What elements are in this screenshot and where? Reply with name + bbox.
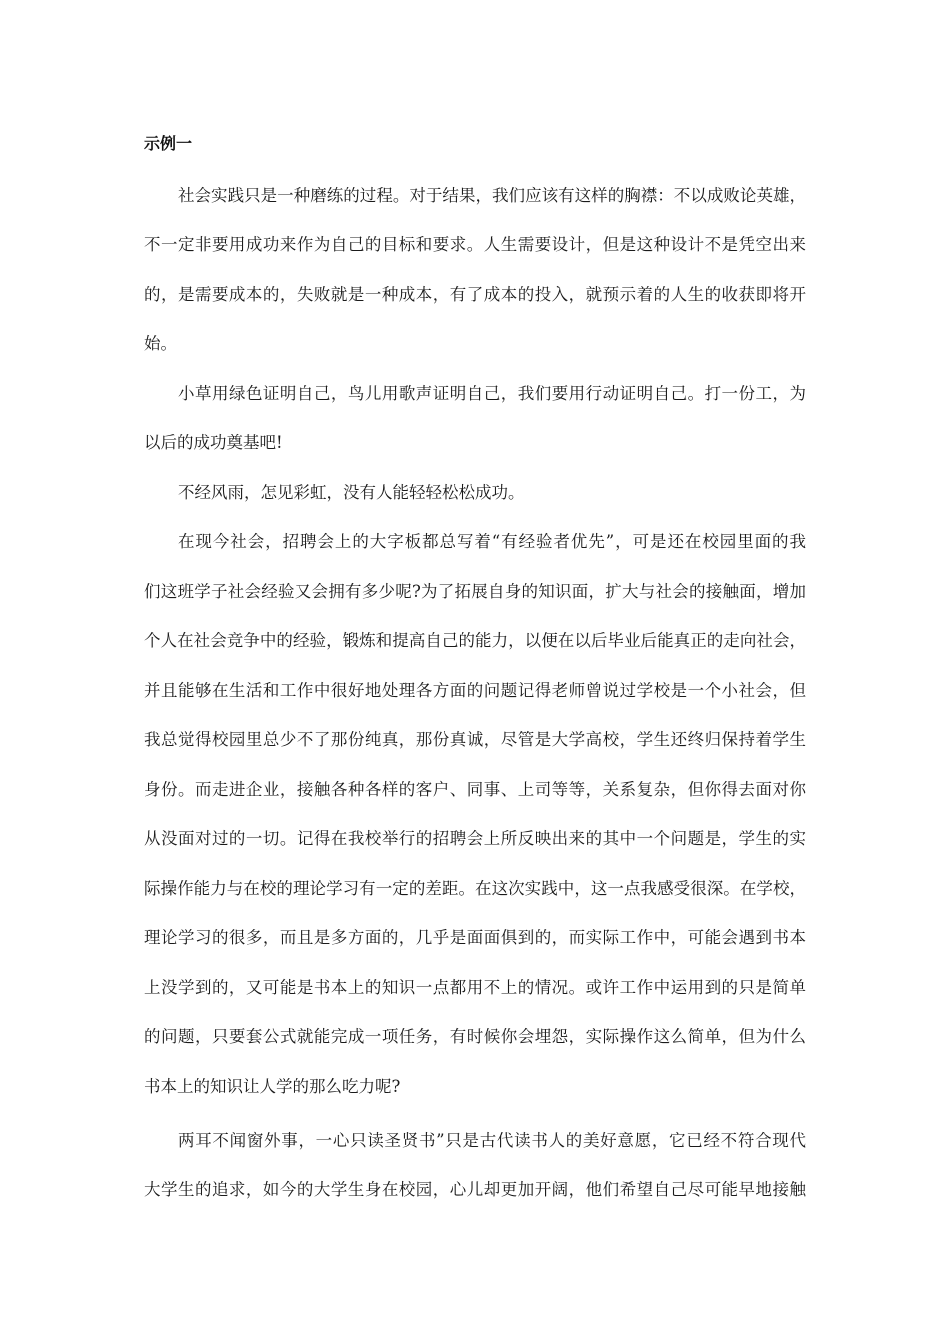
- paragraph-line: 我总觉得校园里总少不了那份纯真，那份真诚，尽管是大学高校，学生还终归保持着学生: [144, 730, 806, 749]
- paragraph-line: 个人在社会竞争中的经验，锻炼和提高自己的能力，以便在以后毕业后能真正的走向社会，: [144, 631, 806, 650]
- paragraph-line: 的问题，只要套公式就能完成一项任务，有时候你会埋怨，实际操作这么简单，但为什么: [144, 1027, 806, 1046]
- paragraph-line: 两耳不闻窗外事，一心只读圣贤书”只是古代读书人的美好意愿，它已经不符合现代: [178, 1131, 806, 1150]
- paragraph-line: 大学生的追求，如今的大学生身在校园，心儿却更加开阔，他们希望自己尽可能早地接触: [144, 1180, 806, 1199]
- paragraph-line: 书本上的知识让人学的那么吃力呢?: [144, 1077, 401, 1096]
- paragraph-line: 从没面对过的一切。记得在我校举行的招聘会上所反映出来的其中一个问题是，学生的实: [144, 829, 806, 848]
- paragraph-line: 社会实践只是一种磨练的过程。对于结果，我们应该有这样的胸襟：不以成败论英雄，: [178, 186, 806, 205]
- paragraph-line: 身份。而走进企业，接触各种各样的客户、同事、上司等等，关系复杂，但你得去面对你: [144, 780, 806, 799]
- paragraph-line: 际操作能力与在校的理论学习有一定的差距。在这次实践中，这一点我感受很深。在学校，: [144, 879, 806, 898]
- paragraph-line: 们这班学子社会经验又会拥有多少呢?为了拓展自身的知识面，扩大与社会的接触面，增加: [144, 582, 806, 601]
- paragraph-line: 上没学到的，又可能是书本上的知识一点都用不上的情况。或许工作中运用到的只是简单: [144, 978, 806, 997]
- paragraph-line: 理论学习的很多，而且是多方面的，几乎是面面俱到的，而实际工作中，可能会遇到书本: [144, 928, 806, 947]
- paragraph-line: 以后的成功奠基吧!: [144, 433, 283, 452]
- paragraph-line: 不一定非要用成功来作为自己的目标和要求。人生需要设计，但是这种设计不是凭空出来: [144, 235, 806, 254]
- paragraph-line: 小草用绿色证明自己，鸟儿用歌声证明自己，我们要用行动证明自己。打一份工，为: [178, 384, 806, 403]
- paragraph-line: 不经风雨，怎见彩虹，没有人能轻轻松松成功。: [178, 483, 525, 502]
- paragraph-line: 并且能够在生活和工作中很好地处理各方面的问题记得老师曾说过学校是一个小社会，但: [144, 681, 806, 700]
- paragraph-line: 的，是需要成本的，失败就是一种成本，有了成本的投入，就预示着的人生的收获即将开: [144, 285, 806, 304]
- paragraph-line: 在现今社会，招聘会上的大字板都总写着“有经验者优先”，可是还在校园里面的我: [178, 532, 806, 551]
- section-heading: 示例一: [144, 134, 193, 153]
- paragraph-line: 始。: [144, 334, 177, 353]
